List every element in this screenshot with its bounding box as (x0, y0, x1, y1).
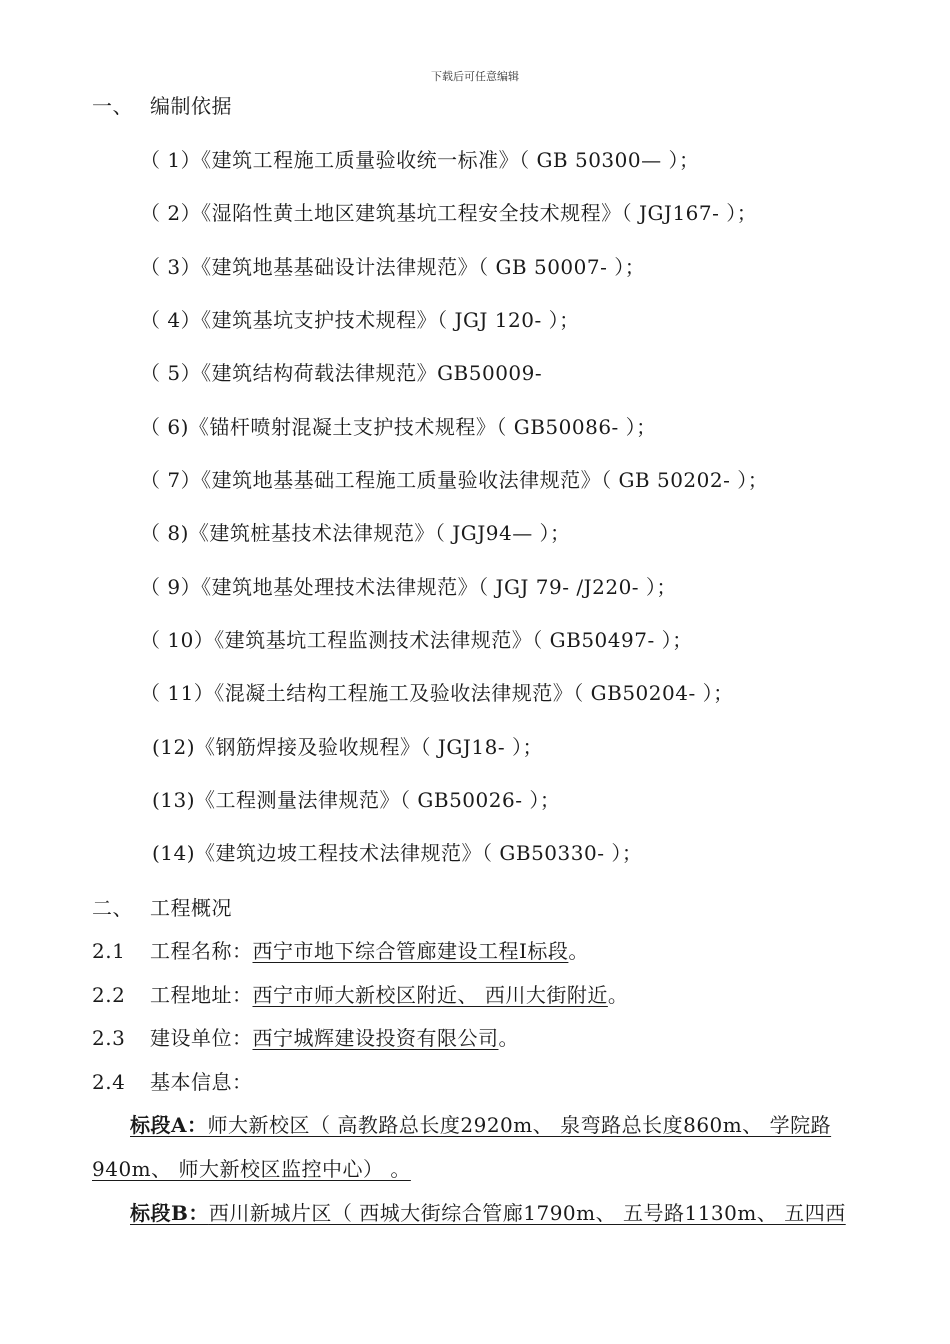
reference-item: (13)《工程测量法律规范》（ GB50026- ）； (152, 788, 561, 812)
reference-item: (12)《钢筋焊接及验收规程》（ JGJ18- ）； (152, 735, 543, 759)
info-label: 基本信息： (150, 1070, 253, 1094)
section-1-heading (92, 92, 232, 120)
info-label: 工程名称： (150, 939, 253, 963)
section-1-number: 一、 (92, 94, 133, 118)
project-name-value: 西宁市地下综合管廊建设工程Ⅰ标段 (252, 939, 569, 963)
reference-item: （ 6)《锚杆喷射混凝土支护技术规程》（ GB50086- ）； (140, 415, 657, 439)
header-watermark: 下载后可任意编辑 (431, 70, 519, 83)
construction-unit-line (92, 1024, 519, 1052)
section-2-number: 二、 (92, 896, 133, 920)
section-a-text: 师大新校区（ 高教路总长度2920m、 泉弯路总长度860m、 学院路 (207, 1113, 832, 1137)
section-1-title: 编制依据 (150, 94, 232, 118)
reference-item: (14)《建筑边坡工程技术法律规范》（ GB50330- ）； (152, 841, 643, 865)
construction-unit-value: 西宁城辉建设投资有限公司 (252, 1026, 499, 1050)
reference-item: （ 2）《湿陷性黄土地区建筑基坑工程安全技术规程》（ JGJ167- ）； (140, 201, 758, 225)
info-number: 2.4 (92, 1070, 126, 1094)
info-end: 。 (607, 983, 629, 1007)
section-a-label: 标段A： (130, 1113, 208, 1137)
info-label: 建设单位： (150, 1026, 253, 1050)
section-a-text-continued: 940m、 师大新校区监控中心） 。 (92, 1157, 411, 1181)
info-number: 2.2 (92, 983, 126, 1007)
project-address-line (92, 981, 628, 1009)
project-address-value: 西宁市师大新校区附近、 西川大街附近 (252, 983, 608, 1007)
basic-info-line (92, 1068, 253, 1096)
info-end: 。 (498, 1026, 519, 1050)
reference-item: （ 1）《建筑工程施工质量验收统一标准》（ GB 50300— ）； (140, 148, 700, 172)
section-2-heading (92, 894, 232, 922)
section-b-text: 西川新城片区（ 西城大街综合管廊1790m、 五号路1130m、 五四西 (208, 1201, 846, 1225)
reference-item: （ 10）《建筑基坑工程监测技术法律规范》（ GB50497- ）； (140, 628, 693, 652)
section-b-line-1 (130, 1199, 898, 1227)
reference-item: （ 11）《混凝土结构工程施工及验收法律规范》（ GB50204- ）； (140, 681, 734, 705)
section-b-label: 标段B： (130, 1201, 209, 1225)
section-a-line-1 (130, 1111, 898, 1139)
reference-item: （ 7）《建筑地基基础工程施工质量验收法律规范》（ GB 50202- ）； (140, 468, 769, 492)
info-end: 。 (568, 939, 589, 963)
reference-item: （ 5）《建筑结构荷载法律规范》GB50009- (140, 361, 543, 385)
section-2-title: 工程概况 (150, 896, 232, 920)
reference-item: （ 4）《建筑基坑支护技术规程》（ JGJ 120- ）； (140, 308, 580, 332)
reference-item: （ 3）《建筑地基基础设计法律规范》（ GB 50007- ）； (140, 255, 646, 279)
section-a-line-2 (92, 1155, 860, 1183)
info-number: 2.3 (92, 1026, 126, 1050)
info-number: 2.1 (92, 939, 126, 963)
reference-item: （ 8)《建筑桩基技术法律规范》（ JGJ94— ）； (140, 521, 571, 545)
project-name-line (92, 937, 589, 965)
reference-item: （ 9）《建筑地基处理技术法律规范》（ JGJ 79- /J220- ）； (140, 575, 677, 599)
info-label: 工程地址： (150, 983, 253, 1007)
